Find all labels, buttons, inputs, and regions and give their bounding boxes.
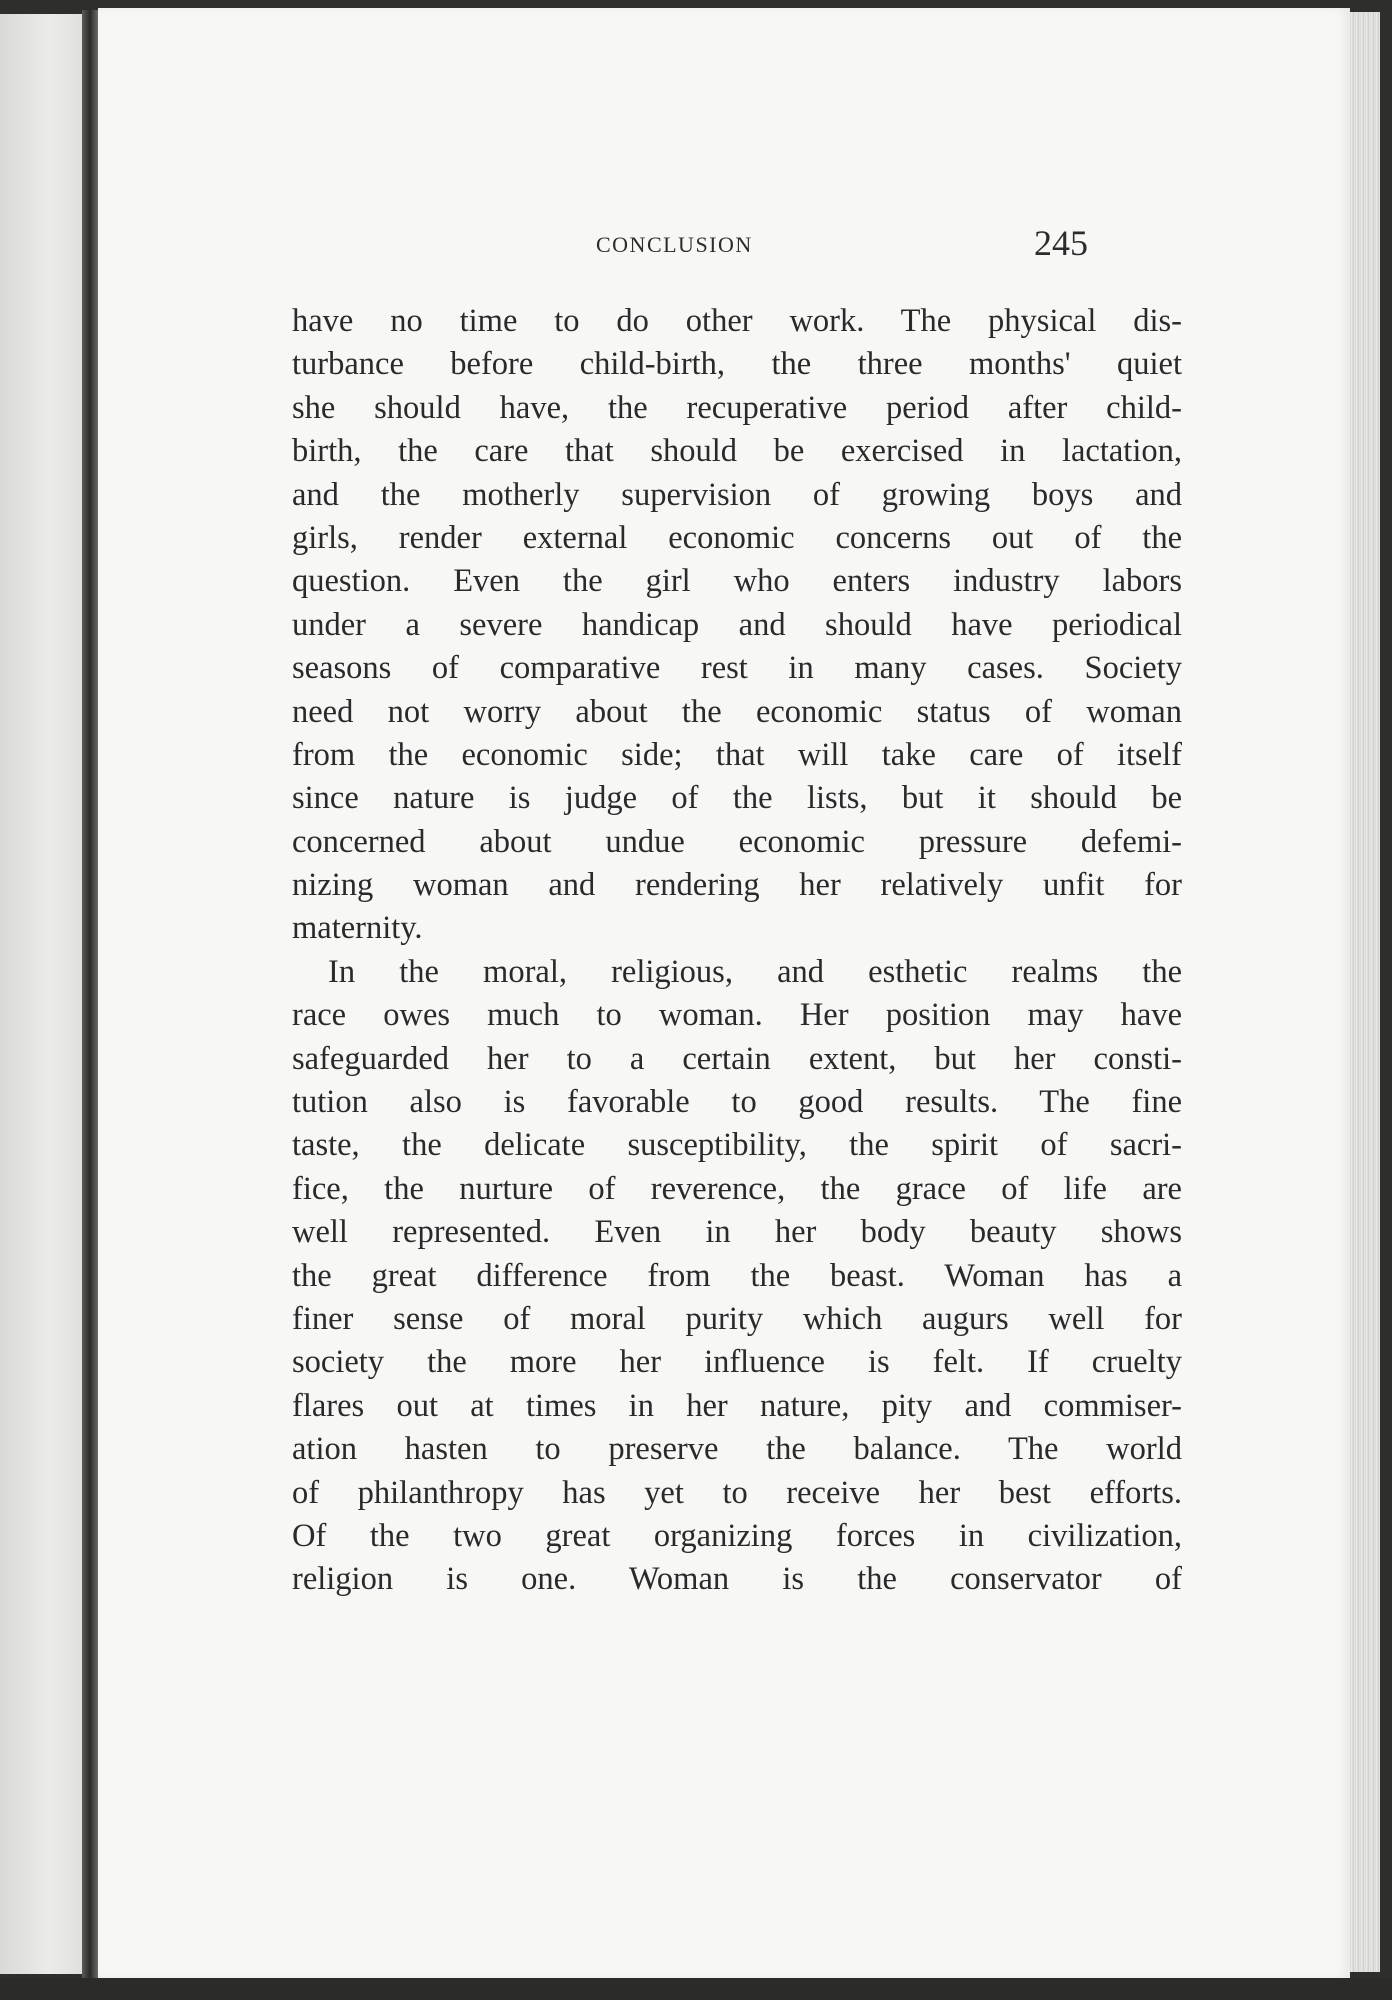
text-line: nizing woman and rendering her relatively unfit for [292, 867, 1182, 904]
text-line: and the motherly supervision of growing boys and [292, 476, 1182, 513]
text-line: she should have, the recuperative period after child- [292, 389, 1182, 426]
text-line: taste, the delicate susceptibility, the spirit of sacri- [292, 1127, 1182, 1164]
text-line: birth, the care that should be exercised in lactation, [292, 433, 1182, 470]
text-line: maternity. [292, 910, 423, 947]
book-gutter [82, 10, 98, 1985]
text-line: fice, the nurture of reverence, the grace of life are [292, 1170, 1182, 1207]
body-text [292, 300, 1182, 1602]
text-line: religion is one. Woman is the conservator of [292, 1561, 1182, 1598]
text-line: turbance before child-birth, the three months' quiet [292, 346, 1182, 383]
running-head: CONCLUSION [596, 232, 753, 257]
text-line: society the more her influence is felt. If cruelty [292, 1344, 1182, 1381]
text-line: question. Even the girl who enters industry labors [292, 563, 1182, 600]
paragraph-1 [292, 300, 1182, 951]
scan-bottom-edge [0, 1978, 1392, 2000]
text-line: the great difference from the beast. Woman has a [292, 1257, 1182, 1294]
text-line: ation hasten to preserve the balance. The world [292, 1431, 1182, 1468]
text-line: well represented. Even in her body beauty shows [292, 1214, 1182, 1251]
text-line: Of the two great organizing forces in civilization, [292, 1517, 1182, 1554]
page-number: 245 [1034, 223, 1088, 263]
page-header [98, 222, 1350, 272]
text-line: under a severe handicap and should have periodical [292, 606, 1182, 643]
text-line: of philanthropy has yet to receive her best efforts. [292, 1474, 1182, 1511]
text-line: safeguarded her to a certain extent, but her consti- [292, 1040, 1182, 1077]
text-line: race owes much to woman. Her position may have [292, 997, 1182, 1034]
left-page-edge [0, 14, 82, 1974]
text-line: from the economic side; that will take care of itself [292, 736, 1182, 773]
text-line: In the moral, religious, and esthetic realms the [328, 953, 1182, 990]
text-line: concerned about undue economic pressure defemi- [292, 823, 1182, 860]
text-line: girls, render external economic concerns out of the [292, 519, 1182, 556]
text-line: seasons of comparative rest in many cases. Society [292, 650, 1182, 687]
text-line: flares out at times in her nature, pity and commiser- [292, 1387, 1182, 1424]
text-line: finer sense of moral purity which augurs well for [292, 1300, 1182, 1337]
text-line: tution also is favorable to good results. The fine [292, 1084, 1182, 1121]
text-line: need not worry about the economic status of woman [292, 693, 1182, 730]
book-page [98, 8, 1350, 1978]
page-edges [1350, 12, 1380, 1972]
paragraph-2 [292, 951, 1182, 1602]
text-line: have no time to do other work. The physical dis- [292, 303, 1182, 339]
text-line: since nature is judge of the lists, but it should be [292, 780, 1182, 817]
